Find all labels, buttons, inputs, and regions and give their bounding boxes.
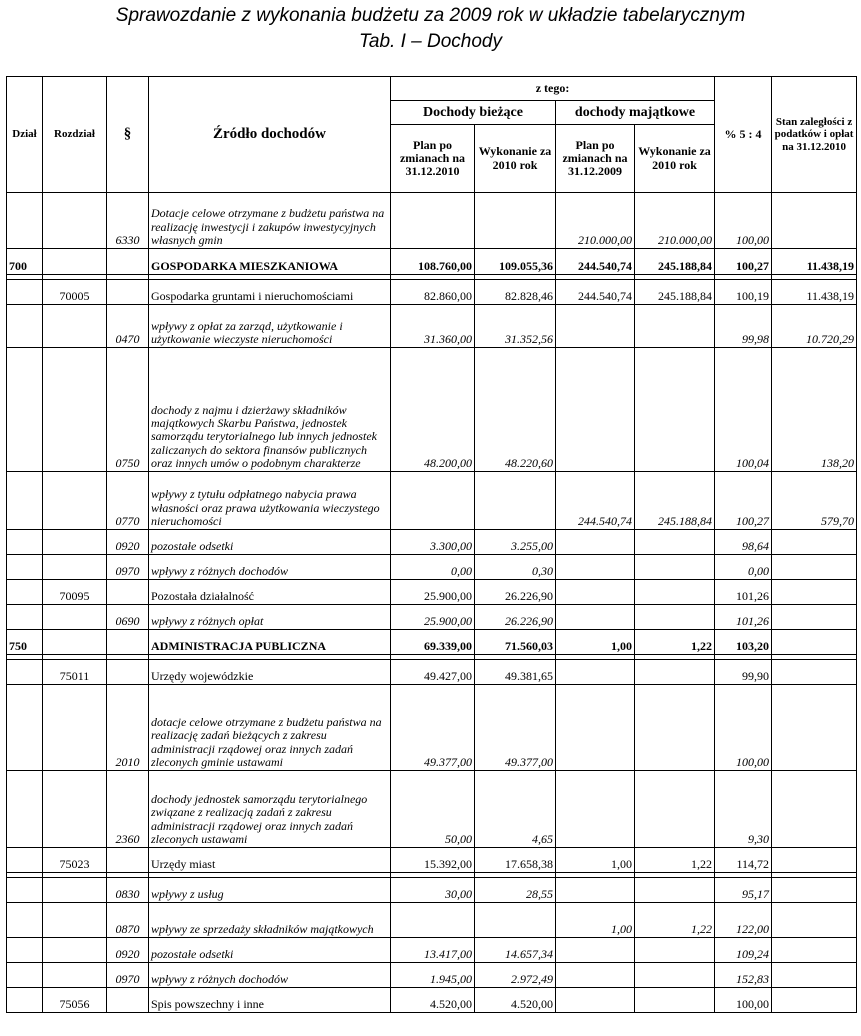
par-row [7,903,857,938]
cell-stan-zaleglosci: 579,70 [772,472,857,530]
cell-wykonanie-majatkowe [635,580,715,605]
cell-wykonanie-biezace: 49.377,00 [475,685,556,771]
cell-wykonanie-biezace: 4,65 [475,771,556,848]
cell-percent: 114,72 [715,848,772,873]
cell-wykonanie-biezace: 48.220,60 [475,348,556,472]
cell-wykonanie-biezace: 4.520,00 [475,988,556,1013]
cell-rozdzial [43,605,107,630]
cell-wykonanie-majatkowe [635,605,715,630]
cell-stan-zaleglosci [772,878,857,903]
cell-plan-majatkowe [556,963,635,988]
cell-plan-biezace: 82.860,00 [391,280,475,305]
cell-zrodlo: wpływy ze sprzedaży składników majątkowych [149,903,391,938]
cell-wykonanie-biezace: 82.828,46 [475,280,556,305]
cell-plan-majatkowe [556,530,635,555]
cell-plan-biezace: 48.200,00 [391,348,475,472]
cell-paragraf: 0920 [107,530,149,555]
cell-plan-biezace: 49.427,00 [391,660,475,685]
cell-plan-majatkowe [556,988,635,1013]
cell-plan-majatkowe [556,771,635,848]
cell-rozdzial [43,305,107,348]
cell-stan-zaleglosci [772,660,857,685]
cell-plan-biezace: 4.520,00 [391,988,475,1013]
cell-paragraf: 0770 [107,472,149,530]
cell-wykonanie-biezace: 0,30 [475,555,556,580]
cell-dzial: 750 [7,630,43,655]
cell-stan-zaleglosci [772,605,857,630]
cell-dzial [7,555,43,580]
cell-paragraf [107,630,149,655]
cell-rozdzial [43,771,107,848]
header-zrodlo: Źródło dochodów [149,77,391,193]
cell-rozdzial [43,963,107,988]
cell-plan-biezace: 0,00 [391,555,475,580]
cell-stan-zaleglosci [772,938,857,963]
cell-dzial [7,938,43,963]
cell-percent: 100,27 [715,249,772,275]
cell-zrodlo: Pozostała działalność [149,580,391,605]
cell-percent: 122,00 [715,903,772,938]
table-subtitle: Tab. I – Dochody [359,31,502,52]
cell-wykonanie-majatkowe: 1,22 [635,630,715,655]
cell-zrodlo: dochody z najmu i dzierżawy składników majątkowych Skarbu Państwa, jednostek samorządu terytorialnego lub innych jednostek zaliczanych do sektora finansów publicznych oraz innych umów o podobnym charakterze [149,348,391,472]
cell-dzial [7,348,43,472]
cell-wykonanie-biezace: 109.055,36 [475,249,556,275]
cell-zrodlo: wpływy z tytułu odpłatnego nabycia prawa własności oraz prawa użytkowania wieczystego nieruchomości [149,472,391,530]
cell-plan-biezace: 49.377,00 [391,685,475,771]
cell-paragraf: 0970 [107,963,149,988]
par-row [7,472,857,530]
cell-plan-majatkowe: 244.540,74 [556,472,635,530]
cell-dzial [7,472,43,530]
cell-wykonanie-majatkowe [635,685,715,771]
table-header [7,77,857,193]
cell-wykonanie-biezace: 71.560,03 [475,630,556,655]
cell-plan-majatkowe [556,878,635,903]
cell-plan-biezace [391,193,475,249]
cell-paragraf [107,580,149,605]
cell-paragraf [107,280,149,305]
header-dzial: Dział [7,77,43,193]
cell-zrodlo: pozostałe odsetki [149,938,391,963]
cell-zrodlo: Urzędy miast [149,848,391,873]
header-rozdzial: Rozdział [43,77,107,193]
header-paragraf: § [107,77,149,193]
cell-percent: 152,83 [715,963,772,988]
cell-rozdzial [43,555,107,580]
par-row [7,963,857,988]
cell-plan-biezace: 3.300,00 [391,530,475,555]
header-wykonanie-biezace: Wykonanie za 2010 rok [475,125,556,193]
cell-dzial [7,903,43,938]
cell-stan-zaleglosci: 11.438,19 [772,280,857,305]
cell-plan-majatkowe: 210.000,00 [556,193,635,249]
cell-plan-majatkowe: 1,00 [556,848,635,873]
cell-zrodlo: wpływy z różnych opłat [149,605,391,630]
header-plan-majatkowe: Plan po zmianach na 31.12.2009 [556,125,635,193]
cell-plan-majatkowe [556,555,635,580]
cell-wykonanie-biezace: 3.255,00 [475,530,556,555]
header-percent: % 5 : 4 [715,77,772,193]
cell-stan-zaleglosci: 11.438,19 [772,249,857,275]
par-row [7,530,857,555]
cell-wykonanie-majatkowe: 245.188,84 [635,249,715,275]
cell-percent: 109,24 [715,938,772,963]
cell-stan-zaleglosci [772,555,857,580]
cell-plan-majatkowe: 1,00 [556,630,635,655]
income-table [6,76,857,1013]
cell-zrodlo: pozostałe odsetki [149,530,391,555]
cell-wykonanie-majatkowe: 1,22 [635,903,715,938]
cell-rozdzial [43,348,107,472]
cell-zrodlo: ADMINISTRACJA PUBLICZNA [149,630,391,655]
cell-dzial [7,605,43,630]
cell-plan-biezace: 13.417,00 [391,938,475,963]
cell-wykonanie-biezace: 26.226,90 [475,580,556,605]
dzial-row [7,249,857,275]
cell-dzial [7,580,43,605]
cell-plan-biezace: 108.760,00 [391,249,475,275]
cell-zrodlo: wpływy z opłat za zarząd, użytkowanie i użytkowanie wieczyste nieruchomości [149,305,391,348]
cell-stan-zaleglosci [772,988,857,1013]
cell-zrodlo: dotacje celowe otrzymane z budżetu państwa na realizację zadań bieżących z zakresu administracji rządowej oraz innych zadań zleconych gminie ustawami [149,685,391,771]
par-row [7,555,857,580]
cell-paragraf: 0690 [107,605,149,630]
par-row [7,193,857,249]
cell-percent: 0,00 [715,555,772,580]
rozdzial-row [7,280,857,305]
cell-plan-biezace: 25.900,00 [391,580,475,605]
cell-dzial [7,685,43,771]
cell-zrodlo: dochody jednostek samorządu terytorialnego związane z realizacją zadań z zakresu administracji rządowej oraz innych zadań zleconych ustawami [149,771,391,848]
par-row [7,685,857,771]
cell-wykonanie-majatkowe [635,660,715,685]
cell-plan-majatkowe [556,660,635,685]
cell-percent: 100,00 [715,193,772,249]
cell-rozdzial [43,530,107,555]
cell-dzial [7,878,43,903]
cell-wykonanie-biezace: 17.658,38 [475,848,556,873]
cell-paragraf [107,988,149,1013]
cell-rozdzial [43,193,107,249]
cell-percent: 101,26 [715,580,772,605]
cell-paragraf [107,249,149,275]
cell-percent: 100,27 [715,472,772,530]
rozdzial-row [7,580,857,605]
cell-rozdzial: 70005 [43,280,107,305]
cell-zrodlo: Gospodarka gruntami i nieruchomościami [149,280,391,305]
cell-stan-zaleglosci [772,630,857,655]
report-title: Sprawozdanie z wykonania budżetu za 2009 rok w układzie tabelarycznym [115,5,746,26]
table-body [7,193,857,1013]
par-row [7,305,857,348]
cell-paragraf: 0750 [107,348,149,472]
cell-wykonanie-biezace: 31.352,56 [475,305,556,348]
dzial-row [7,630,857,655]
cell-wykonanie-biezace: 2.972,49 [475,963,556,988]
cell-rozdzial [43,938,107,963]
cell-rozdzial: 70095 [43,580,107,605]
cell-percent: 103,20 [715,630,772,655]
cell-stan-zaleglosci [772,771,857,848]
cell-paragraf: 0920 [107,938,149,963]
cell-rozdzial: 75023 [43,848,107,873]
cell-zrodlo: Urzędy wojewódzkie [149,660,391,685]
cell-stan-zaleglosci [772,963,857,988]
cell-dzial [7,193,43,249]
cell-plan-biezace: 1.945,00 [391,963,475,988]
cell-plan-biezace [391,472,475,530]
cell-dzial [7,305,43,348]
cell-wykonanie-biezace [475,193,556,249]
cell-rozdzial [43,630,107,655]
cell-stan-zaleglosci [772,903,857,938]
rozdzial-row [7,660,857,685]
header-z-tego: z tego: [391,77,715,101]
cell-plan-majatkowe: 1,00 [556,903,635,938]
cell-dzial [7,530,43,555]
cell-rozdzial [43,249,107,275]
cell-percent: 99,98 [715,305,772,348]
cell-percent: 9,30 [715,771,772,848]
cell-wykonanie-majatkowe [635,878,715,903]
cell-wykonanie-majatkowe [635,771,715,848]
cell-wykonanie-biezace: 26.226,90 [475,605,556,630]
cell-wykonanie-majatkowe [635,348,715,472]
cell-wykonanie-majatkowe: 210.000,00 [635,193,715,249]
cell-stan-zaleglosci [772,848,857,873]
cell-stan-zaleglosci: 138,20 [772,348,857,472]
cell-plan-majatkowe: 244.540,74 [556,280,635,305]
cell-plan-biezace: 30,00 [391,878,475,903]
cell-stan-zaleglosci: 10.720,29 [772,305,857,348]
cell-plan-biezace: 25.900,00 [391,605,475,630]
cell-zrodlo: Dotacje celowe otrzymane z budżetu państwa na realizację inwestycji i zakupów inwestycyjnych własnych gmin [149,193,391,249]
cell-percent: 100,04 [715,348,772,472]
cell-plan-biezace: 31.360,00 [391,305,475,348]
cell-plan-majatkowe [556,580,635,605]
cell-percent: 100,00 [715,685,772,771]
cell-percent: 101,26 [715,605,772,630]
cell-paragraf: 0970 [107,555,149,580]
par-row [7,771,857,848]
cell-wykonanie-majatkowe: 1,22 [635,848,715,873]
cell-percent: 100,00 [715,988,772,1013]
cell-zrodlo: GOSPODARKA MIESZKANIOWA [149,249,391,275]
cell-plan-biezace: 69.339,00 [391,630,475,655]
cell-wykonanie-majatkowe: 245.188,84 [635,280,715,305]
cell-plan-majatkowe: 244.540,74 [556,249,635,275]
header-dochody-majatkowe: dochody majątkowe [556,101,715,125]
cell-percent: 98,64 [715,530,772,555]
cell-percent: 95,17 [715,878,772,903]
rozdzial-row [7,988,857,1013]
cell-wykonanie-biezace: 28,55 [475,878,556,903]
cell-paragraf [107,660,149,685]
cell-paragraf: 0470 [107,305,149,348]
cell-zrodlo: wpływy z różnych dochodów [149,555,391,580]
cell-stan-zaleglosci [772,193,857,249]
cell-plan-biezace: 15.392,00 [391,848,475,873]
cell-plan-majatkowe [556,348,635,472]
cell-dzial [7,988,43,1013]
cell-wykonanie-biezace [475,472,556,530]
cell-paragraf [107,848,149,873]
rozdzial-row [7,848,857,873]
cell-zrodlo: wpływy z usług [149,878,391,903]
cell-percent: 100,19 [715,280,772,305]
par-row [7,938,857,963]
cell-dzial [7,660,43,685]
cell-zrodlo: Spis powszechny i inne [149,988,391,1013]
cell-dzial [7,848,43,873]
cell-dzial [7,963,43,988]
header-dochody-biezace: Dochody bieżące [391,101,556,125]
cell-dzial [7,280,43,305]
cell-percent: 99,90 [715,660,772,685]
cell-stan-zaleglosci [772,685,857,771]
cell-plan-majatkowe [556,605,635,630]
cell-wykonanie-majatkowe: 245.188,84 [635,472,715,530]
cell-wykonanie-majatkowe [635,938,715,963]
cell-wykonanie-biezace: 14.657,34 [475,938,556,963]
cell-rozdzial: 75011 [43,660,107,685]
cell-wykonanie-majatkowe [635,963,715,988]
cell-paragraf: 2010 [107,685,149,771]
cell-stan-zaleglosci [772,530,857,555]
header-wykonanie-majatkowe: Wykonanie za 2010 rok [635,125,715,193]
cell-zrodlo: wpływy z różnych dochodów [149,963,391,988]
cell-stan-zaleglosci [772,580,857,605]
cell-plan-majatkowe [556,305,635,348]
cell-plan-biezace: 50,00 [391,771,475,848]
cell-rozdzial [43,685,107,771]
cell-plan-majatkowe [556,685,635,771]
cell-wykonanie-biezace: 49.381,65 [475,660,556,685]
cell-rozdzial [43,472,107,530]
cell-paragraf: 6330 [107,193,149,249]
par-row [7,878,857,903]
cell-rozdzial [43,903,107,938]
cell-wykonanie-majatkowe [635,555,715,580]
cell-paragraf: 0830 [107,878,149,903]
cell-paragraf: 0870 [107,903,149,938]
header-stan-zaleglosci: Stan zaległości z podatków i opłat na 31.12.2010 [772,77,857,193]
cell-dzial: 700 [7,249,43,275]
par-row [7,348,857,472]
cell-wykonanie-majatkowe [635,305,715,348]
cell-wykonanie-majatkowe [635,988,715,1013]
par-row [7,605,857,630]
cell-dzial [7,771,43,848]
cell-rozdzial: 75056 [43,988,107,1013]
cell-wykonanie-majatkowe [635,530,715,555]
cell-plan-majatkowe [556,938,635,963]
cell-rozdzial [43,878,107,903]
header-plan-biezace: Plan po zmianach na 31.12.2010 [391,125,475,193]
cell-paragraf: 2360 [107,771,149,848]
cell-wykonanie-biezace [475,903,556,938]
cell-plan-biezace [391,903,475,938]
